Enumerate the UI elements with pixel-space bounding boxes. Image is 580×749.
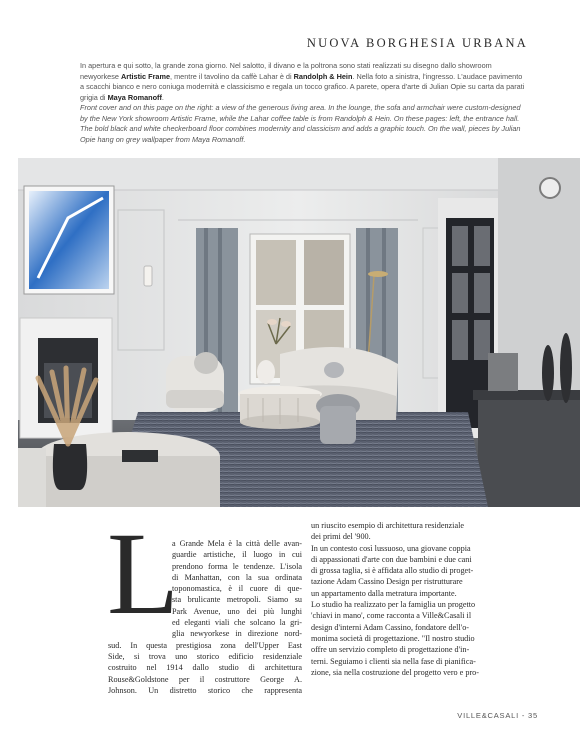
caption-english: Front cover and on this page on the right: a view of the generous living area. In the lounge, the sofa and armchair were custom-designed by the New York showroom Artistic Frame, while the Lahar coffee table is from Randolph & Hein. On these pages: left, the entrance hall. The bold black and white checkerboard floor combines modernity and classicism and adds a graphic touch. On the wall, pieces by Julian Opie hang on grey wallpaper from Maya Romanoff. <box>80 103 521 144</box>
article-line: In un contesto così lussuoso, una giovane coppia <box>311 543 471 553</box>
article-line: un riuscito esempio di architettura residenziale <box>311 521 465 530</box>
article-line: sta brulicante metropoli. Siamo su <box>172 595 302 605</box>
article-line: tazione Adam Cassino Design per ristrutturare <box>311 577 463 587</box>
article-line: di Manhattan, con la sua ordinata <box>172 572 302 582</box>
article-line: Park Avenue, uno dei più lunghi <box>172 606 302 616</box>
article-line: Lo studio ha realizzato per la famiglia un progetto <box>311 600 476 610</box>
article-line: dei primi del '900. <box>311 532 371 542</box>
article-line: Side, si trova uno storico edificio residenziale <box>108 651 302 661</box>
article-column-2 <box>311 520 507 678</box>
article-line: costruito nel 1914 dallo studio di architettura <box>108 663 302 673</box>
article-column-1 <box>108 538 302 696</box>
drop-cap: L <box>107 508 180 639</box>
section-title: NUOVA BORGHESIA URBANA <box>306 36 528 50</box>
page-footer: VILLE&CASALI - 35 <box>457 711 538 720</box>
article-line: un appartamento dalla metratura importante. <box>311 588 457 598</box>
article-line: di appassionati d'arte con due bambini e due cani <box>311 554 472 564</box>
article-line: prendono forma le tendenze. L'isola <box>172 561 302 571</box>
article-line: zione, sia nella costruzione del progetto vero e pro- <box>311 667 480 677</box>
article-line: design d'interni Adam Cassino, fondatore dell'o- <box>311 622 470 632</box>
article-line: terni. Seguiamo i clienti sia nella fase di pianifica- <box>311 656 476 666</box>
article-line: offre un servizio completo di progettazione d'in- <box>311 645 470 655</box>
article-line: guardie artistiche, il luogo in cui <box>172 550 302 560</box>
article-line: 'chiavi in mano', come racconta a Ville&Casali il <box>311 611 472 621</box>
caption-italian: In apertura e qui sotto, la grande zona giorno. Nel salotto, il divano e la poltrona sono stati realizzati su disegno dallo showroom newyorkese Artistic Frame, mentre il tavolino da caffè Lahar è di Randolph & Hein. Nella foto a sinistra, l'ingresso. L'audace pavimento a scacchi bianco e nero coniuga modernità e classicismo e regala un tocco grafico. A parete, opera d'arte di Julian Opie su carta da parati grigia di Maya Romanoff. <box>80 61 525 102</box>
article-line: glia newyorkese in direzione nord- <box>172 629 302 639</box>
brand-maya-romanoff: Maya Romanoff <box>107 92 162 102</box>
article-line: monima società di progettazione. "Il nostro studio <box>311 633 475 643</box>
article-line: Rouse&Goldstone per il costruttore George A. <box>108 674 302 684</box>
brand-randolph-hein: Randolph & Hein <box>293 71 353 81</box>
article-line: a Grande Mela è la città delle avan- <box>172 539 302 548</box>
article-line: Johnson. Un distretto storico che rappresenta <box>108 685 302 695</box>
living-room-photo <box>18 158 580 507</box>
brand-artistic-frame: Artistic Frame <box>120 71 171 81</box>
article-line: ed eleganti viali che solcano la gri- <box>172 618 302 628</box>
article-line: toponomastica, è il cuore di que- <box>172 584 302 594</box>
photo-caption <box>80 61 528 145</box>
article-line: sud. In questa prestigiosa zona dell'Upper East <box>108 640 302 650</box>
article-line: di grossa taglia, si è affidata allo studio di proget- <box>311 566 474 576</box>
